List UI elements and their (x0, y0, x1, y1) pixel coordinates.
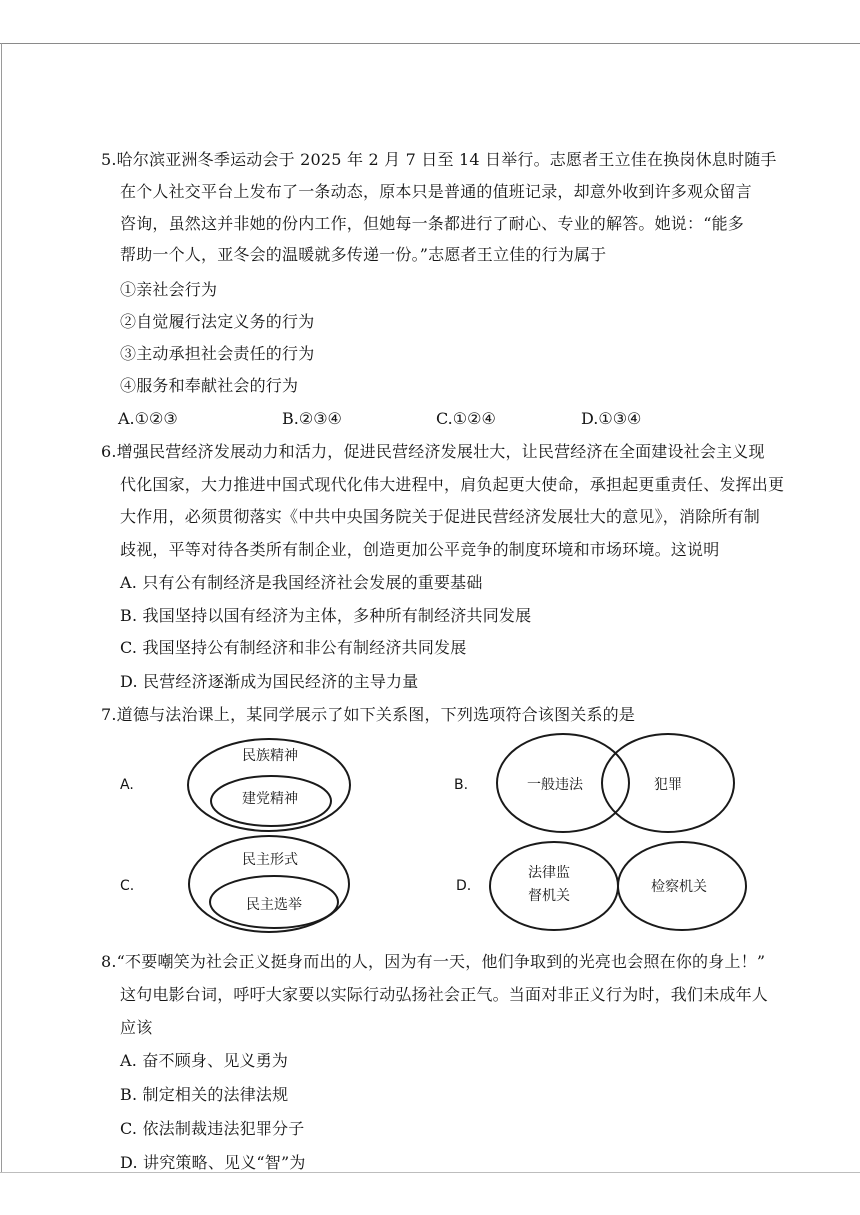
q5-option-c[interactable]: C.①②④ (436, 409, 496, 428)
q6-option-d[interactable]: D. 民营经济逐渐成为国民经济的主导力量 (120, 672, 419, 691)
diagram-a-outer-ellipse (188, 739, 350, 831)
q5-stem-line: 咨询，虽然这并非她的份内工作，但她每一条都进行了耐心、专业的解答。她说：“能多 (120, 214, 744, 233)
page-left-border (1, 43, 2, 1173)
q5-stem-line: 5.哈尔滨亚洲冬季运动会于 2025 年 2 月 7 日至 14 日举行。志愿者王立佳在换岗休息时随手 (101, 150, 777, 169)
q6-stem-line: 代化国家，大力推进中国式现代化伟大进程中，肩负起更大使命，承担起更重责任、发挥出更 (120, 475, 785, 494)
q5-option-a[interactable]: A.①②③ (118, 409, 178, 428)
diagram-c-outer-text: 民主形式 (242, 852, 298, 868)
diagram-d-right-ellipse (618, 842, 746, 930)
diagram-a-label: A. (120, 777, 134, 793)
q8-option-b[interactable]: B. 制定相关的法律法规 (120, 1085, 289, 1104)
page-top-border (0, 43, 860, 44)
diagram-c-outer-ellipse (189, 836, 349, 932)
q7-stem: 7.道德与法治课上，某同学展示了如下关系图，下列选项符合该图关系的是 (101, 705, 636, 724)
diagram-b-label: B. (454, 777, 469, 793)
diagram-d-label: D. (456, 878, 472, 894)
diagram-a-outer-text: 民族精神 (242, 748, 298, 764)
q5-stem-line: 帮助一个人，亚冬会的温暖就多传递一份。”志愿者王立佳的行为属于 (120, 245, 607, 264)
q8-stem-line: 应该 (120, 1018, 153, 1037)
q6-option-c[interactable]: C. 我国坚持公有制经济和非公有制经济共同发展 (120, 638, 467, 657)
diagram-b-right-text: 犯罪 (654, 777, 682, 793)
q6-stem-line: 大作用，必须贯彻落实《中共中央国务院关于促进民营经济发展壮大的意见》，消除所有制 (120, 507, 761, 526)
q8-stem-line: 这句电影台词，呼吁大家要以实际行动弘扬社会正气。当面对非正义行为时，我们未成年人 (120, 985, 769, 1004)
diagram-c-inner-ellipse (210, 876, 338, 928)
diagram-b-left-ellipse (497, 734, 629, 832)
q5-item: ③主动承担社会责任的行为 (120, 344, 315, 363)
q5-option-b[interactable]: B.②③④ (282, 409, 342, 428)
diagram-a-inner-ellipse (211, 776, 331, 826)
diagram-c-label: C. (120, 878, 135, 894)
diagram-c-inner-text: 民主选举 (246, 897, 302, 913)
diagram-d-left-text-line1: 法律监 (528, 865, 570, 881)
q8-option-c[interactable]: C. 依法制裁违法犯罪分子 (120, 1119, 305, 1138)
q8-stem-line: 8.“不要嘲笑为社会正义挺身而出的人，因为有一天，他们争取到的光亮也会照在你的身上！” (101, 952, 766, 971)
q5-item: ①亲社会行为 (120, 280, 218, 299)
diagram-b-left-text: 一般违法 (527, 777, 583, 793)
q8-option-d[interactable]: D. 讲究策略、见义“智”为 (120, 1153, 306, 1172)
diagram-b-right-ellipse (602, 734, 734, 832)
q6-stem-line: 6.增强民营经济发展动力和活力，促进民营经济发展壮大，让民营经济在全面建设社会主义现 (101, 442, 765, 461)
diagram-d-right-text: 检察机关 (651, 879, 707, 895)
diagram-a-inner-text: 建党精神 (242, 791, 298, 807)
q6-option-b[interactable]: B. 我国坚持以国有经济为主体，多种所有制经济共同发展 (120, 606, 532, 625)
q5-option-d[interactable]: D.①③④ (581, 409, 642, 428)
q8-option-a[interactable]: A. 奋不顾身、见义勇为 (120, 1051, 289, 1070)
q5-item: ②自觉履行法定义务的行为 (120, 312, 315, 331)
diagram-d-left-text-line2: 督机关 (528, 888, 570, 904)
q5-item: ④服务和奉献社会的行为 (120, 376, 299, 395)
diagram-d-left-ellipse (490, 842, 618, 930)
q5-stem-line: 在个人社交平台上发布了一条动态，原本只是普通的值班记录，却意外收到许多观众留言 (120, 182, 752, 201)
q6-option-a[interactable]: A. 只有公有制经济是我国经济社会发展的重要基础 (120, 573, 483, 592)
q6-stem-line: 歧视，平等对待各类所有制企业，创造更加公平竞争的制度环境和市场环境。这说明 (120, 540, 720, 559)
